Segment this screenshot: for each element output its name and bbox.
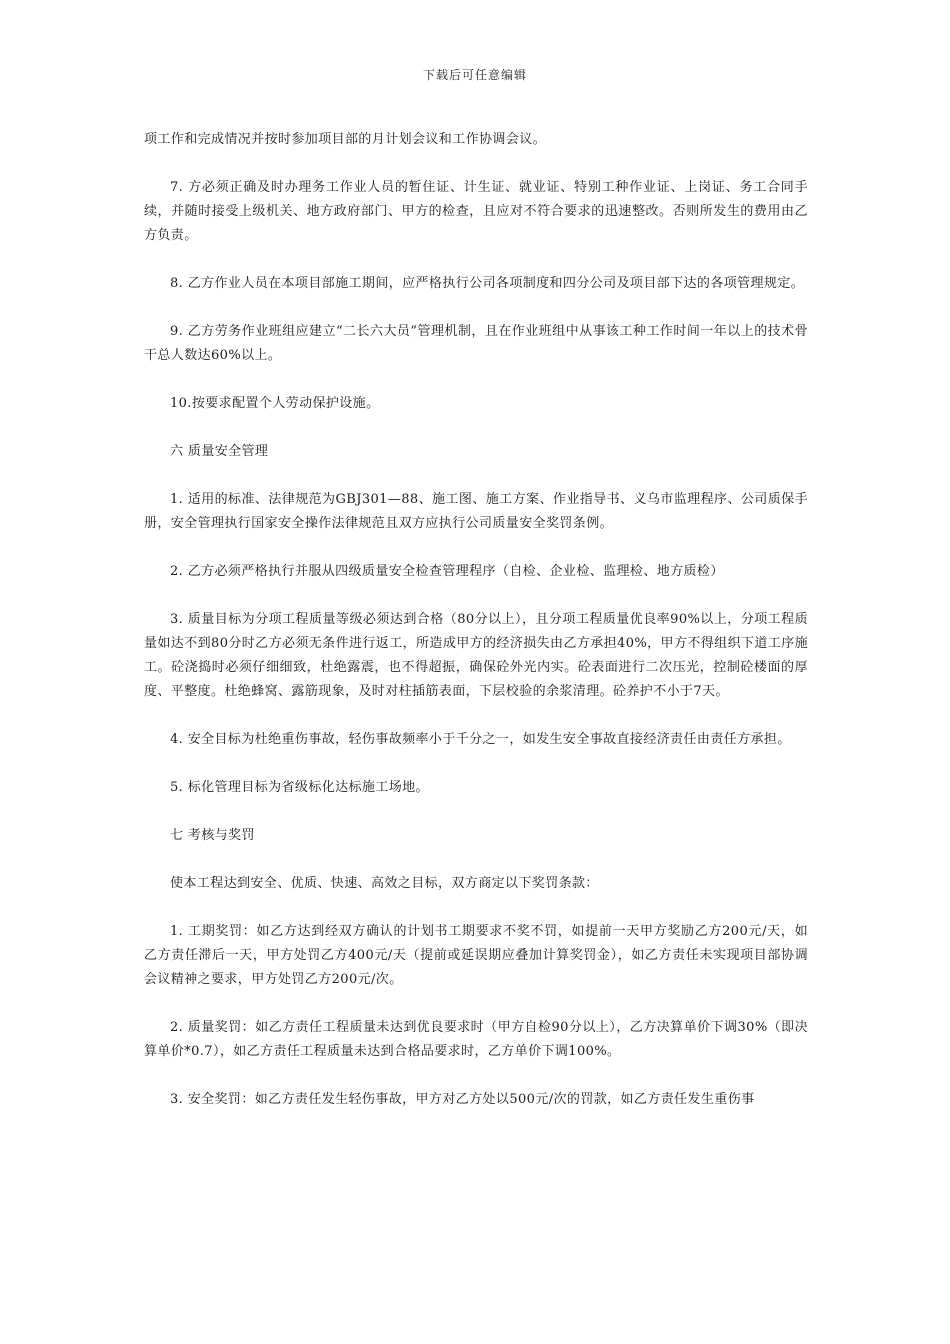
paragraph: 六 质量安全管理	[170, 444, 269, 459]
paragraph: 7. 方必须正确及时办理务工作业人员的暂住证、计生证、就业证、特别工种作业证、上岗证、务工合同手续，并随时接受上级机关、地方政府部门、甲方的检查，且应对不符合要求的迅速整改。否则所发生的费用由乙方负责。	[144, 180, 808, 243]
paragraph: 3. 安全奖罚：如乙方责任发生轻伤事故，甲方对乙方处以500元/次的罚款，如乙方责任发生重伤事	[170, 1092, 755, 1107]
paragraph: 1. 适用的标准、法律规范为GBJ301—88、施工图、施工方案、作业指导书、义乌市监理程序、公司质保手册，安全管理执行国家安全操作法律规范且双方应执行公司质量安全奖罚条例。	[144, 492, 808, 531]
paragraph: 9. 乙方劳务作业班组应建立“二长六大员”管理机制，且在作业班组中从事该工种工作时间一年以上的技术骨干总人数达60%以上。	[144, 324, 808, 363]
paragraph: 七 考核与奖罚	[170, 828, 255, 843]
paragraph: 使本工程达到安全、优质、快速、高效之目标，双方商定以下奖罚条款：	[170, 876, 599, 891]
paragraph: 8. 乙方作业人员在本项目部施工期间，应严格执行公司各项制度和四分公司及项目部下达的各项管理规定。	[170, 276, 805, 291]
paragraph: 10.按要求配置个人劳动保护设施。	[170, 396, 380, 411]
page-header: 下载后可任意编辑	[422, 68, 527, 82]
paragraph: 项工作和完成情况并按时参加项目部的月计划会议和工作协调会议。	[144, 132, 547, 147]
document-body	[144, 128, 808, 1136]
paragraph: 4. 安全目标为杜绝重伤事故，轻伤事故频率小于千分之一，如发生安全事故直接经济责任由责任方承担。	[170, 732, 791, 747]
paragraph: 3. 质量目标为分项工程质量等级必须达到合格（80分以上），且分项工程质量优良率90%以上，分项工程质量如达不到80分时乙方必须无条件进行返工，所造成甲方的经济损失由乙方承担40%，甲方不得组织下道工序施工。砼浇捣时必须仔细细致，杜绝露震，也不得超振，确保砼外光内实。砼表面进行二次压光，控制砼楼面的厚度、平整度。杜绝蜂窝、露筋现象，及时对柱插筋表面，下层校验的余浆清理。砼养护不小于7天。	[144, 612, 808, 699]
paragraph: 2. 质量奖罚：如乙方责任工程质量未达到优良要求时（甲方自检90分以上），乙方决算单价下调30%（即决算单价*0.7），如乙方责任工程质量未达到合格品要求时，乙方单价下调100%。	[144, 1020, 808, 1059]
paragraph: 2. 乙方必须严格执行并服从四级质量安全检查管理程序（自检、企业检、监理检、地方质检）	[170, 564, 724, 579]
paragraph: 5. 标化管理目标为省级标化达标施工场地。	[170, 780, 429, 795]
paragraph: 1. 工期奖罚：如乙方达到经双方确认的计划书工期要求不奖不罚，如提前一天甲方奖励乙方200元/天，如乙方责任滞后一天，甲方处罚乙方400元/天（提前或延误期应叠加计算奖罚金），如乙方责任未实现项目部协调会议精神之要求，甲方处罚乙方200元/次。	[144, 924, 808, 987]
